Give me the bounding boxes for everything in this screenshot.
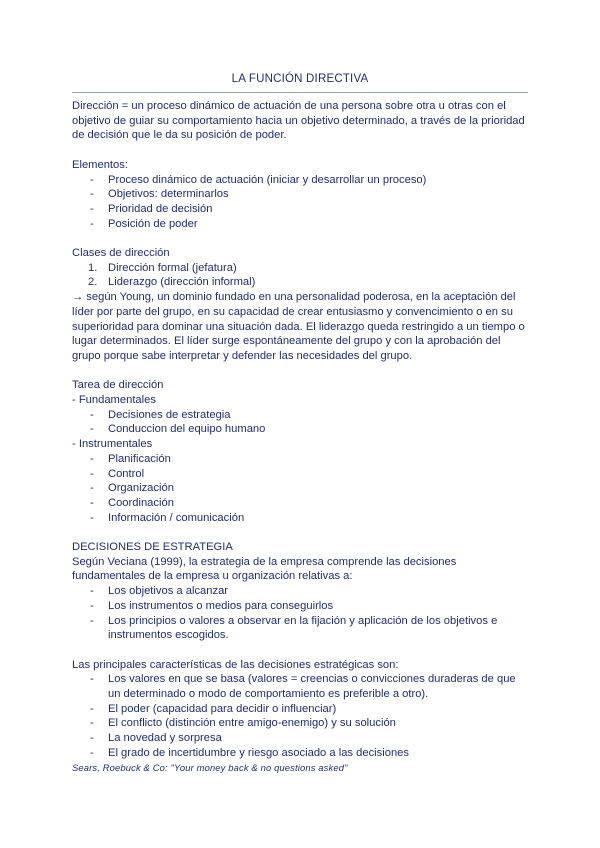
list-item: - Los objetivos a alcanzar [90,585,229,598]
list-item: - Coordinación [90,496,174,509]
list-item: - El conflicto (distinción entre amigo-enemigo) y su solución [90,717,396,730]
dash-bullet: - [90,702,94,715]
dash-bullet: - [90,202,94,215]
decisiones-section [72,540,530,643]
title-divider [72,92,528,93]
dash-bullet: - [90,614,94,627]
list-item: - El grado de incertidumbre y riesgo asociado a las decisiones [90,746,409,759]
list-item: - Control [90,467,145,480]
list-item: - Los valores en que se basa (valores = creencias o convicciones duraderas de que un determinado o modo de comportamiento es preferible a otro). [90,673,516,701]
list-item: - Planificación [90,452,171,465]
list-item: 1. Dirección formal (jefatura) [88,261,237,274]
leadership-note: → según Young, un dominio fundado en una personalidad poderosa, en la aceptación del líder por parte del grupo, en su capacidad de crear entusiasmo y convencimiento o en su superioridad para dominar una situación dada. El liderazgo queda restringido a un tiempo o lugar determinados. El líder surge espontáneamente del grupo y con la aprobación del grupo porque sabe interpretar y defender las necesidades del grupo. [72,291,525,362]
section-heading: Clases de dirección [72,247,170,259]
dash-bullet: - [90,511,94,524]
decisiones-intro: Según Veciana (1999), la estrategia de la empresa comprende las decisiones fundamentales de la empresa u organización relativas a: [72,555,457,583]
dash-bullet: - [90,717,94,730]
section-heading: DECISIONES DE ESTRATEGIA [72,541,233,554]
list-item: - Los principios o valores a observar en la fijación y aplicación de los objetivos e instrumentos escogidos. [90,614,498,642]
dash-bullet: - [90,217,94,230]
dash-bullet: - [90,188,94,201]
subsection-label: - Instrumentales [72,438,153,451]
list-item: - Objetivos: determinarlos [90,188,229,201]
dash-bullet: - [90,173,94,186]
list-item: - Organización [90,482,174,495]
list-item: - Prioridad de decisión [90,202,213,215]
dash-bullet: - [90,467,94,480]
caracteristicas-section [72,658,530,761]
list-item: - Proceso dinámico de actuación (iniciar y desarrollar un proceso) [90,173,427,186]
list-item: 2. Liderazgo (dirección informal) [88,276,256,289]
dash-bullet: - [90,482,94,495]
elementos-section [72,158,530,232]
dash-bullet: - [90,673,94,686]
dash-bullet: - [90,585,94,598]
subsection-label: - Fundamentales [72,394,156,407]
document-body [72,99,530,775]
dash-bullet: - [90,452,94,465]
dash-bullet: - [90,732,94,745]
page-title: LA FUNCIÓN DIRECTIVA [231,73,369,85]
clases-section [72,246,530,364]
definition-paragraph: Dirección = un proceso dinámico de actuación de una persona sobre otra u otras con el objetivo de guiar su comportamiento hacia un objetivo determinado, a través de la prioridad de decisión que le da su posición de poder. [72,100,525,142]
list-item: - Los instrumentos o medios para conseguirlos [90,599,334,612]
list-item: - Conduccion del equipo humano [90,423,266,436]
list-item: - La novedad y sorpresa [90,732,222,745]
section-heading: Elementos: [72,158,128,171]
footer-quote: Sears, Roebuck & Co: "Your money back & no questions asked" [72,761,348,773]
number-bullet: 2. [88,276,98,289]
list-item: - Decisiones de estrategia [90,408,231,421]
section-heading: Las principales características de las decisiones estratégicas son: [72,658,399,671]
list-item: - Información / comunicación [90,511,245,524]
dash-bullet: - [90,423,94,436]
dash-bullet: - [90,746,94,759]
dash-bullet: - [90,599,94,612]
section-heading: Tarea de dirección [72,379,164,392]
tarea-section [72,378,530,525]
dash-bullet: - [90,408,94,421]
number-bullet: 1. [88,261,98,274]
dash-bullet: - [90,496,94,509]
list-item: - El poder (capacidad para decidir o influenciar) [90,702,337,715]
list-item: - Posición de poder [90,217,198,230]
